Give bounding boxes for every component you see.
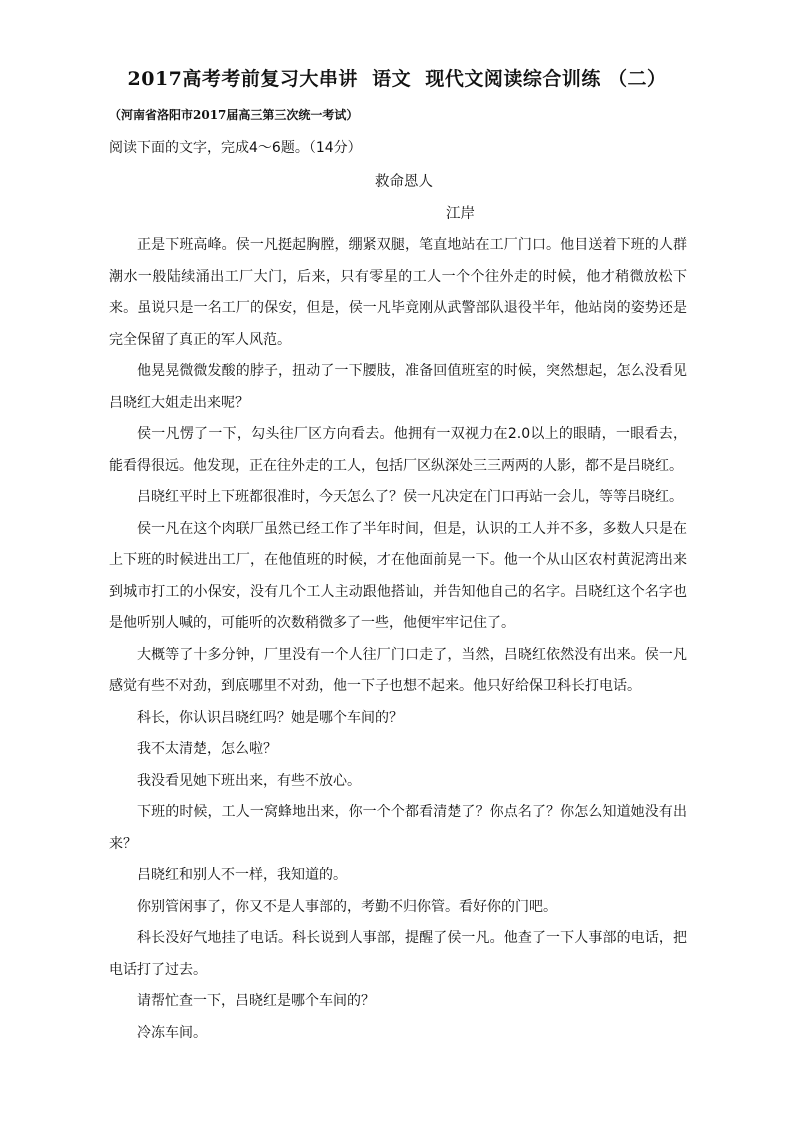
exam-source: （河南省洛阳市2017届高三第三次统一考试） xyxy=(109,108,359,122)
paragraph: 侯一凡愣了一下，勾头往厂区方向看去。他拥有一双视力在2.0以上的眼睛，一眼看去，能看得很远。他发现，正在往外走的工人，包括厂区纵深处三三两两的人影，都不是吕晓红。 xyxy=(109,426,687,474)
paragraph: 科长没好气地挂了电话。科长说到人事部，提醒了侯一凡。他查了一下人事部的电话，把电话打了过去。 xyxy=(109,930,687,978)
dialogue-line: 你别管闲事了，你又不是人事部的，考勤不归你管。看好你的门吧。 xyxy=(137,898,557,915)
dialogue-line: 吕晓红和别人不一样，我知道的。 xyxy=(137,867,347,883)
article-body xyxy=(109,230,687,1049)
paragraph: 侯一凡在这个肉联厂虽然已经工作了半年时间，但是，认识的工人并不多，多数人只是在上下班的时候进出工厂，在他值班的时候，才在他面前晃一下。他一个从山区农村黄泥湾出来到城市打工的小保安，没有几个工人主动跟他搭讪，并告知他自己的名字。吕晓红这个名字也是他听别人喊的，可能听的次数稍微多了一些，他便牢牢记住了。 xyxy=(109,520,687,631)
dialogue-line: 下班的时候，工人一窝蜂地出来，你一个个都看清楚了？你点名了？你怎么知道她没有出来？ xyxy=(109,804,687,852)
paragraph: 正是下班高峰。侯一凡挺起胸膛，绷紧双腿，笔直地站在工厂门口。他目送着下班的人群潮水一般陆续涌出工厂大门，后来，只有零星的工人一个个往外走的时候，他才稍微放松下来。虽说只是一名工厂的保安，但是，侯一凡毕竟刚从武警部队退役半年，他站岗的姿势还是完全保留了真正的军人风范。 xyxy=(109,237,687,348)
article-author: 江岸 xyxy=(446,206,475,222)
dialogue-line: 科长，你认识吕晓红吗？她是哪个车间的？ xyxy=(137,709,403,726)
paragraph: 大概等了十多分钟，厂里没有一个人往厂门口走了，当然，吕晓红依然没有出来。侯一凡感觉有些不对劲，到底哪里不对劲，他一下子也想不起来。他只好给保卫科长打电话。 xyxy=(109,646,687,694)
dialogue-line: 我没看见她下班出来，有些不放心。 xyxy=(137,772,361,789)
paragraph: 吕晓红平时上下班都很准时，今天怎么了？侯一凡决定在门口再站一会儿，等等吕晓红。 xyxy=(137,489,683,505)
dialogue-line: 我不太清楚，怎么啦？ xyxy=(137,741,277,757)
dialogue-line: 请帮忙查一下，吕晓红是哪个车间的？ xyxy=(137,993,375,1009)
dialogue-line: 冷冻车间。 xyxy=(137,1024,207,1041)
article-title: 救命恩人 xyxy=(375,174,433,190)
paragraph: 他晃晃微微发酸的脖子，扭动了一下腰肢，准备回值班室的时候，突然想起，怎么没看见吕晓红大姐走出来呢？ xyxy=(109,363,687,411)
question-instruction: 阅读下面的文字，完成4～6题。（14分） xyxy=(109,140,362,156)
page-title: 2017高考考前复习大串讲 语文 现代文阅读综合训练 （二） xyxy=(127,68,667,90)
